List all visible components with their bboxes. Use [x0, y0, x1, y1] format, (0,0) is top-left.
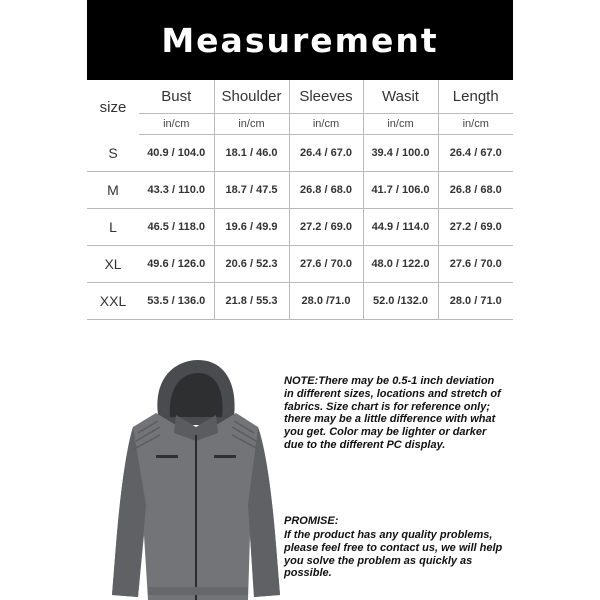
table-cell: 48.0 / 122.0 [363, 246, 438, 283]
unit-label: in/cm [139, 114, 214, 135]
size-cell: XL [87, 246, 139, 283]
jacket-product-image [98, 355, 290, 600]
table-cell: 41.7 / 106.0 [363, 172, 438, 209]
promise-title: PROMISE: [284, 515, 339, 527]
table-cell: 26.4 / 67.0 [289, 135, 363, 172]
table-header-row [87, 80, 513, 114]
table-row [87, 209, 513, 246]
title-banner [87, 0, 513, 80]
table-cell: 49.6 / 126.0 [139, 246, 214, 283]
table-cell: 19.6 / 49.9 [214, 209, 289, 246]
unit-label: in/cm [214, 114, 289, 135]
table-cell: 43.3 / 110.0 [139, 172, 214, 209]
table-cell: 39.4 / 100.0 [363, 135, 438, 172]
table-row [87, 283, 513, 320]
column-header-sleeves: Sleeves [289, 80, 363, 114]
size-cell: M [87, 172, 139, 209]
table-cell: 44.9 / 114.0 [363, 209, 438, 246]
table-cell: 20.6 / 52.3 [214, 246, 289, 283]
table-cell: 53.5 / 136.0 [139, 283, 214, 320]
promise-text: If the product has any quality problems, please feel free to contact us, we will help you solve the problem as quickly as possible. [284, 529, 503, 580]
column-header-shoulder: Shoulder [214, 80, 289, 114]
size-cell: XXL [87, 283, 139, 320]
table-cell: 27.6 / 70.0 [438, 246, 513, 283]
table-cell: 18.1 / 46.0 [214, 135, 289, 172]
unit-row [87, 114, 513, 135]
column-header-waist: Wasit [363, 80, 438, 114]
unit-label: in/cm [363, 114, 438, 135]
size-cell: S [87, 135, 139, 172]
table-row [87, 246, 513, 283]
table-cell: 52.0 /132.0 [363, 283, 438, 320]
size-chart-table [87, 80, 513, 320]
table-row [87, 172, 513, 209]
size-column-header: size [99, 98, 127, 116]
table-cell: 21.8 / 55.3 [214, 283, 289, 320]
table-cell: 28.0 / 71.0 [438, 283, 513, 320]
unit-label: in/cm [289, 114, 363, 135]
table-row [87, 135, 513, 172]
table-cell: 46.5 / 118.0 [139, 209, 214, 246]
table-cell: 26.8 / 68.0 [289, 172, 363, 209]
page-title: Measurement [161, 20, 439, 60]
size-cell: L [87, 209, 139, 246]
column-header-bust: Bust [139, 80, 214, 114]
table-cell: 18.7 / 47.5 [214, 172, 289, 209]
table-cell: 40.9 / 104.0 [139, 135, 214, 172]
column-header-length: Length [438, 80, 513, 114]
table-cell: 28.0 /71.0 [289, 283, 363, 320]
unit-label: in/cm [438, 114, 513, 135]
table-cell: 27.6 / 70.0 [289, 246, 363, 283]
table-cell: 26.8 / 68.0 [438, 172, 513, 209]
table-cell: 27.2 / 69.0 [438, 209, 513, 246]
table-cell: 27.2 / 69.0 [289, 209, 363, 246]
note-text: NOTE:There may be 0.5-1 inch deviation in different sizes, locations and stretch of fabrics. Size chart is for reference only; there may be a little difference with what you get. Color may be lighter or darker due to the different PC display. [284, 375, 501, 451]
table-cell: 26.4 / 67.0 [438, 135, 513, 172]
